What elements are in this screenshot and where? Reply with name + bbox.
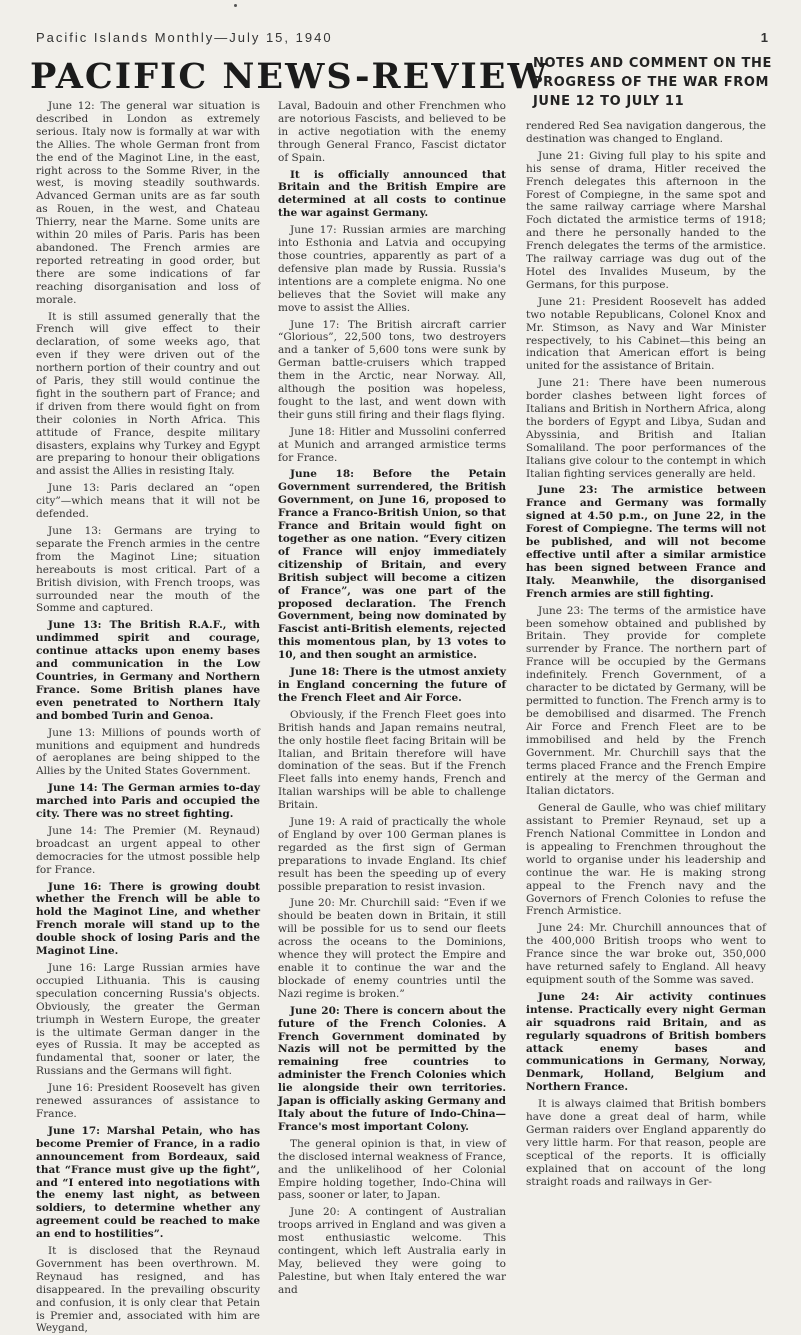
article-paragraph: Obviously, if the French Fleet goes into British hands and Japan remains neutral, the only hostile fleet facing Britain will be Italian, and Britain therefore will have domination of the seas. But if the French Fleet falls into enemy hands, French and Italian warships will be able to challenge Britain. — [278, 708, 506, 812]
article-paragraph: June 18: There is the utmost anxiety in England concerning the future of the French Fleet and Air Force. — [278, 666, 506, 704]
article-paragraph: June 16: Large Russian armies have occupied Lithuania. This is causing speculation concerning Russia's objects. Obviously, the greater the German triumph in Western Europe, the greater is the ultimate German danger in the eyes of Russia. It may be accepted as fundamental that, sooner or later, the Russians and the Germans will fight. — [36, 962, 260, 1078]
article-paragraph: rendered Red Sea navigation dangerous, the destination was changed to England. — [526, 120, 766, 145]
article-paragraph: June 20: Mr. Churchill said: “Even if we should be beaten down in Britain, it still will be possible for us to send our fleets across the oceans to the Dominions, whence they will protect the Empire and enable it to continue the war and the blockade of enemy countries until the Nazi regime is broken.” — [278, 897, 506, 1000]
running-header — [28, 28, 770, 48]
article-paragraph: June 23: The terms of the armistice have been somehow obtained and published by Britain. They provide for complete surrender by France. The northern part of France will be occupied by the Germans indefinitely. French Government, of a character to be dictated by Germany, will be permitted to function. The French army is to be demobilised and disarmed. The French Air Force and French Fleet are to be immobilised and held by the French Government. Mr. Churchill says that the terms placed France and the French Empire entirely at the mercy of the German and Italian dictators. — [526, 604, 766, 798]
article-paragraph: June 24: Mr. Churchill announces that of the 400,000 British troops who went to France since the war broke out, 350,000 have returned safely to England. All heavy equipment south of the Somme was saved. — [526, 922, 766, 986]
article-paragraph: Laval, Badouin and other Frenchmen who are notorious Fascists, and believed to be in active negotiation with the enemy through General Franco, Fascist dictator of Spain. — [278, 100, 506, 164]
article-paragraph: June 16: President Roosevelt has given renewed assurances of assistance to France. — [36, 1082, 260, 1120]
article-paragraph: June 21: President Roosevelt has added two notable Republicans, Colonel Knox and Mr. Stimson, as Navy and War Minister respectively, to his Cabinet—this being an indication that American effort is being united for the assistance of Britain. — [526, 295, 766, 373]
article-paragraph: It is disclosed that the Reynaud Government has been overthrown. M. Reynaud has resigned, and has disappeared. In the prevailing obscurity and confusion, it is only clear that Petain is Premier and, associated with him are Weygand, — [36, 1245, 260, 1335]
article-paragraph: General de Gaulle, who was chief military assistant to Premier Reynaud, set up a French National Committee in London and is appealing to Frenchmen throughout the world to organise under his leadership and continue the war. He is making strong appeal to the French navy and the Governors of French Colonies to refuse the French Armistice. — [526, 802, 766, 918]
print-speck — [234, 4, 237, 7]
article-paragraph: The general opinion is that, in view of the disclosed internal weakness of France, and the unlikelihood of her Colonial Empire holding together, Indo-China will pass, sooner or later, to Japan. — [278, 1137, 506, 1202]
article-paragraph: June 20: There is concern about the future of the French Colonies. A French Government dominated by Nazis will not be permitted by the remaining free countries to administer the French Colonies which lie alongside their own territories. Japan is officially asking Germany and Italy about the future of Indo-China—France's most important Colony. — [278, 1004, 506, 1133]
article-column-1 — [36, 100, 260, 1335]
article-paragraph: June 17: Russian armies are marching into Esthonia and Latvia and occupying those countries, apparently as part of a defensive plan made by Russia. Russia's intentions are a complete enigma. No one believes that the Soviet will make any move to assist the Allies. — [278, 224, 506, 314]
article-paragraph: June 18: Hitler and Mussolini conferred at Munich and arranged armistice terms for France. — [278, 425, 506, 464]
article-paragraph: It is officially announced that Britain and the British Empire are determined at all costs to continue the war against Germany. — [278, 168, 506, 220]
article-paragraph: June 16: There is growing doubt whether the French will be able to hold the Maginot Line, and whether French morale will stand up to the double shock of losing Paris and the Maginot Line. — [36, 880, 260, 958]
article-paragraph: June 23: The armistice between France and Germany was formally signed at 4.50 p.m., on June 22, in the Forest of Compiegne. The terms will not be published, and will not become effective until after a similar armistice has been signed between France and Italy. Meanwhile, the disorganised French armies are still fighting. — [526, 484, 766, 600]
article-paragraph: It is always claimed that British bombers have done a great deal of harm, while German raiders over England apparently do very little harm. For that reason, people are sceptical of the reports. It is officially explained that on account of the long straight roads and railways in Ger- — [526, 1098, 766, 1188]
article-paragraph: June 20: A contingent of Australian troops arrived in England and was given a most enthusiastic welcome. This contingent, which left Australia early in May, believed they were going to Palestine, but when Italy entered the war and — [278, 1206, 506, 1296]
article-paragraph: June 21: There have been numerous border clashes between light forces of Italians and British in Northern Africa, along the borders of Egypt and Libya, Sudan and Abyssinia, and British and Italian Somaliland. The poor performances of the Italians give colour to the contempt in which Italian fighting services generally are held. — [526, 377, 766, 480]
article-paragraph: June 17: The British aircraft carrier “Glorious”, 22,500 tons, two destroyers and a tanker of 5,600 tons were sunk by German battle-cruisers which trapped them in the Arctic, near Norway. All, although the position was hopeless, fought to the last, and went down with their guns still firing and their flags flying. — [278, 318, 506, 421]
article-paragraph: June 13: Paris declared an “open city”—which means that it will not be defended. — [36, 482, 260, 521]
article-paragraph: June 12: The general war situation is described in London as extremely serious. Italy now is formally at war with the Allies. The whole German front from the end of the Maginot Line, in the east, right across to the Somme River, in the west, is moving steadily southwards. Advanced German units are as far south as Rouen, in the west, and Chateau Thierry, near the Marne. Some units are within 20 miles of Paris. Paris has been abandoned. The French armies are reported retreating in good order, but there are some indications of far reaching disorganisation and loss of morale. — [36, 100, 260, 306]
article-column-2 — [278, 100, 506, 1296]
article-paragraph: June 21: Giving full play to his spite and his sense of drama, Hitler received the French delegates this afternoon in the Forest of Compiegne, in the same spot and the same railway carriage where Marshal Foch dictated the armistice terms of 1918; and there he personally handed to the French delegates the terms of the armistice. The railway carriage was dug out of the Hotel des Invalides Museum, by the Germans, for this purpose. — [526, 149, 766, 291]
article-paragraph: June 24: Air activity continues intense. Practically every night German air squadrons raid Britain, and as regularly squadrons of British bombers attack enemy bases and communications in Germany, Norway, Denmark, Holland, Belgium and Northern France. — [526, 990, 766, 1094]
article-paragraph: June 18: Before the Petain Government surrendered, the British Government, on June 16, proposed to France a Franco-British Union, so that France and Britain would fight on together as one nation. “Every citizen of France will enjoy immediately citizenship of Britain, and every British subject will become a citizen of France”, was one part of the proposed declaration. The French Government, being now dominated by Fascist anti-British elements, rejected this momentous plan, by 13 votes to 10, and then sought an armistice. — [278, 468, 506, 662]
article-paragraph: June 17: Marshal Petain, who has become Premier of France, in a radio announcement from Bordeaux, said that “France must give up the fight”, and “I entered into negotiations with the enemy last night, as between soldiers, to determine whether any agreement could be reached to make an end to hostilities”. — [36, 1124, 260, 1241]
article-paragraph: June 13: The British R.A.F., with undimmed spirit and courage, continue attacks upon enemy bases and communication in the Low Countries, in Germany and Northern France. Some British planes have even penetrated to Northern Italy and bombed Turin and Genoa. — [36, 619, 260, 722]
section-masthead: PACIFIC NEWS-REVIEW — [30, 56, 549, 97]
article-paragraph: June 19: A raid of practically the whole of England by over 100 German planes is regarded as the first sign of German preparations to invade England. Its chief result has been the speeding up of every possible preparation to resist invasion. — [278, 816, 506, 893]
article-paragraph: June 14: The Premier (M. Reynaud) broadcast an urgent appeal to other democracies for the utmost possible help for France. — [36, 824, 260, 876]
article-paragraph: June 13: Millions of pounds worth of munitions and equipment and hundreds of aeroplanes are being shipped to the Allies by the United States Government. — [36, 726, 260, 778]
page-number: 1 — [760, 30, 770, 45]
article-paragraph: It is still assumed generally that the French will give effect to their declaration, of some weeks ago, that even if they were driven out of the northern portion of their country and out of Paris, they still would continue the fight in the southern part of France; and if driven from there would fight on from their colonies in North Africa. This attitude of France, despite military disasters, explains why Turkey and Egypt are preparing to honour their obligations and assist the Allies in resisting Italy. — [36, 310, 260, 478]
article-column-3 — [526, 120, 766, 1188]
article-paragraph: June 14: The German armies to-day marched into Paris and occupied the city. There was no street fighting. — [36, 782, 260, 821]
article-paragraph: June 13: Germans are trying to separate the French armies in the centre from the Maginot Line; situation hereabouts is most critical. Part of a British division, with French troops, was surrounded near the mouth of the Somme and captured. — [36, 525, 260, 615]
publication-date-line: Pacific Islands Monthly—July 15, 1940 — [36, 30, 333, 45]
section-subheading: NOTES AND COMMENT ON THE PROGRESS OF THE WAR FROM JUNE 12 TO JULY 11 — [533, 56, 772, 109]
